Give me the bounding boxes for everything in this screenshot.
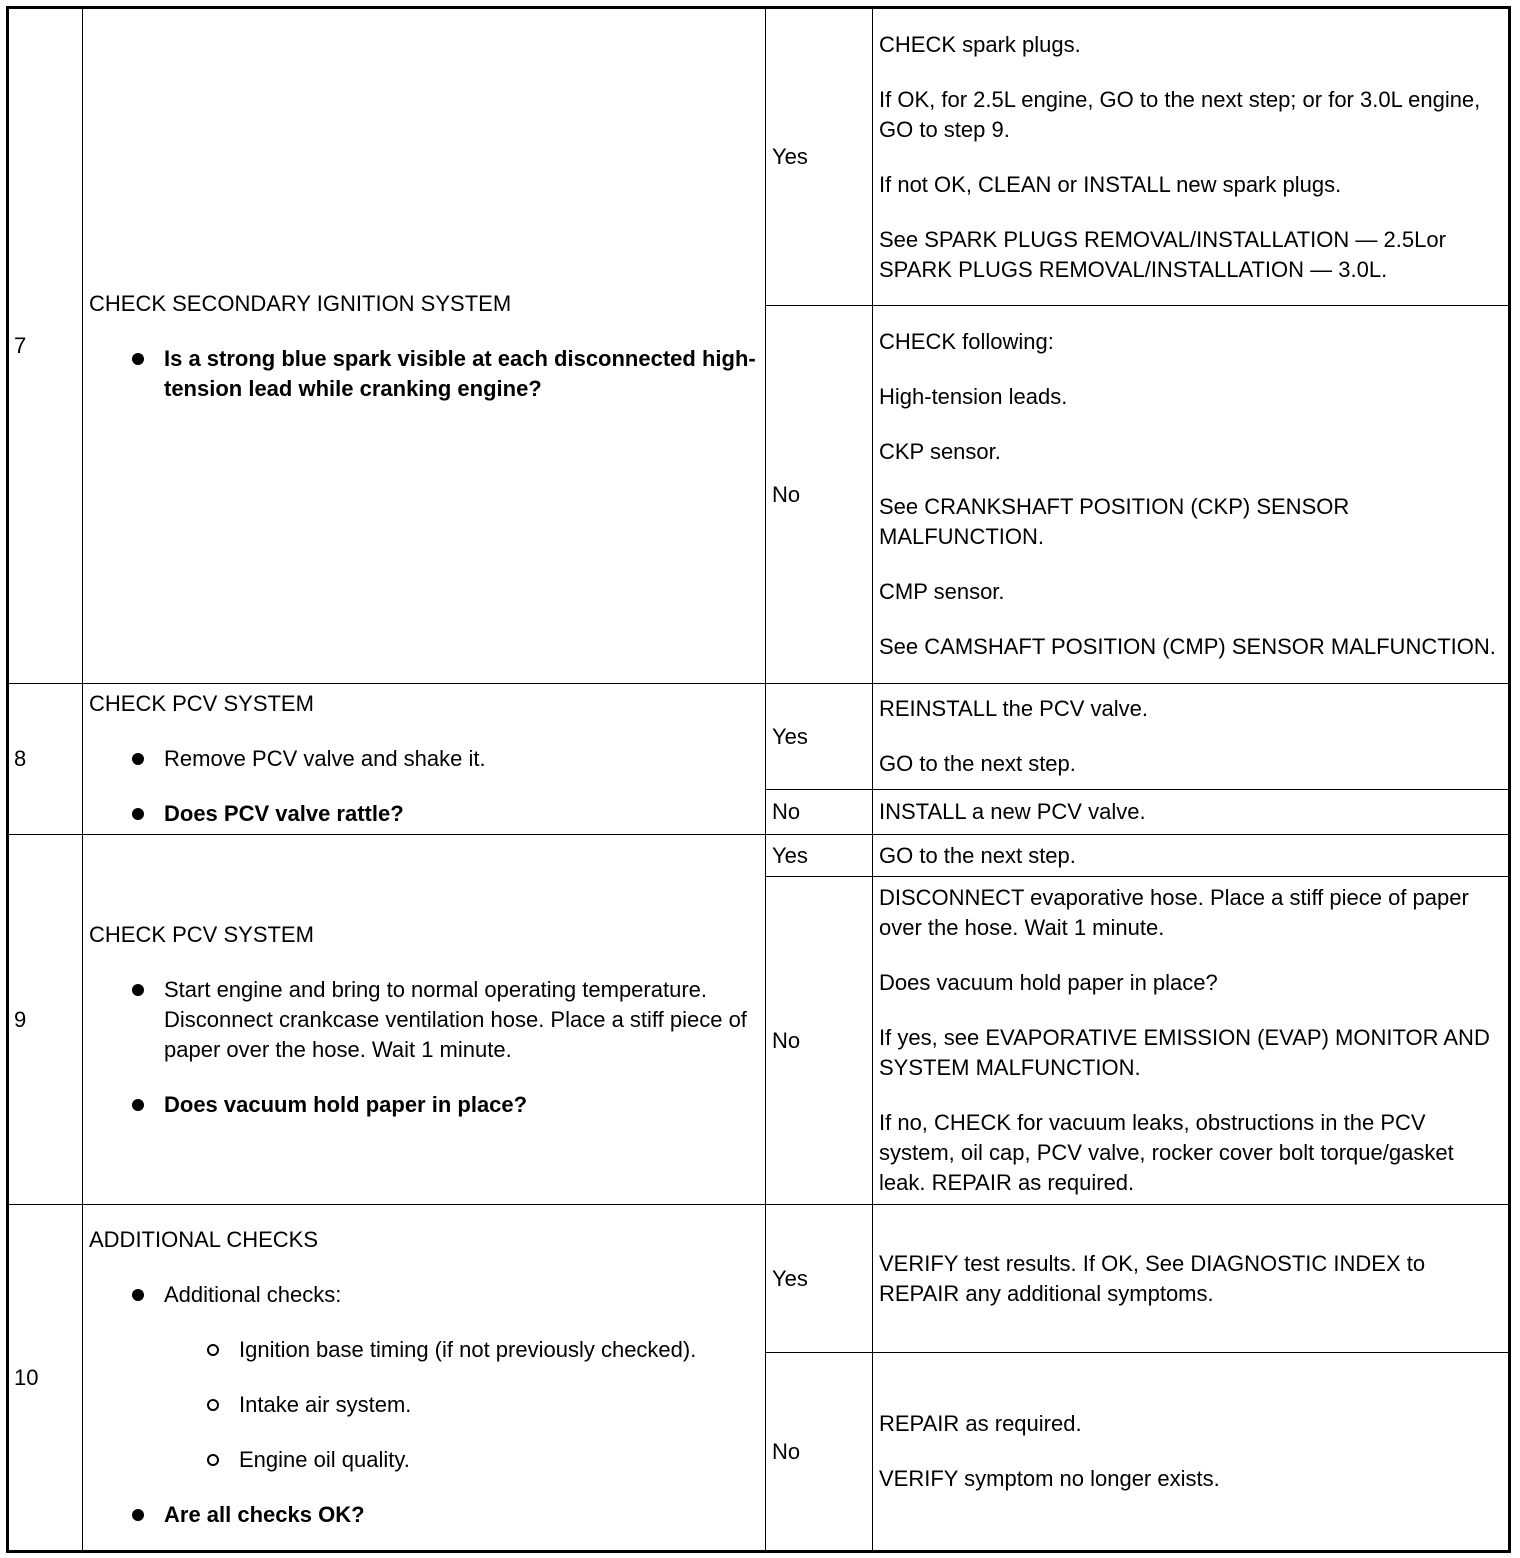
step-number: 9 xyxy=(8,835,83,1205)
no-result: DISCONNECT evaporative hose. Place a stiff piece of paper over the hose. Wait 1 minute. Does vacuum hold paper in place? If yes, see EVAPORATIVE EMISSION (EVAP) MONITOR AND SYSTEM MALFUNCTION. If no, CHECK for vacuum leaks, obstructions in the PCV system, oil cap, PCV valve, rocker cover bolt torque/gasket leak. REPAIR as required. xyxy=(873,877,1510,1205)
step-number: 7 xyxy=(8,8,83,684)
step-action xyxy=(83,8,766,684)
bullet-item: Additional checks: xyxy=(89,1280,759,1310)
table-row xyxy=(8,8,1510,306)
no-label: No xyxy=(766,877,873,1205)
yes-label: Yes xyxy=(766,1205,873,1353)
bullet-item: Remove PCV valve and shake it. xyxy=(89,744,759,774)
no-label: No xyxy=(766,790,873,835)
sub-item: Intake air system. xyxy=(89,1390,759,1420)
no-result: INSTALL a new PCV valve. xyxy=(873,790,1510,835)
table-row xyxy=(8,1205,1510,1353)
yes-result: REINSTALL the PCV valve. GO to the next step. xyxy=(873,684,1510,790)
sub-item: Engine oil quality. xyxy=(89,1445,759,1475)
step-number: 10 xyxy=(8,1205,83,1552)
step-title: CHECK PCV SYSTEM xyxy=(89,921,314,947)
no-label: No xyxy=(766,306,873,684)
step-action xyxy=(83,1205,766,1552)
yes-result: CHECK spark plugs. If OK, for 2.5L engine, GO to the next step; or for 3.0L engine, GO to step 9. If not OK, CLEAN or INSTALL new spark plugs. See SPARK PLUGS REMOVAL/INSTALLATION — 2.5Lor SPARK PLUGS REMOVAL/INSTALLATION — 3.0L. xyxy=(873,8,1510,306)
yes-result: VERIFY test results. If OK, See DIAGNOSTIC INDEX to REPAIR any additional symptoms. xyxy=(873,1205,1510,1353)
no-label: No xyxy=(766,1353,873,1552)
yes-label: Yes xyxy=(766,835,873,877)
step-action xyxy=(83,684,766,835)
yes-result: GO to the next step. xyxy=(873,835,1510,877)
yes-label: Yes xyxy=(766,8,873,306)
step-title: ADDITIONAL CHECKS xyxy=(89,1227,319,1252)
question: Is a strong blue spark visible at each disconnected high-tension lead while cranking engine? xyxy=(89,344,759,404)
step-action xyxy=(83,835,766,1205)
question: Does vacuum hold paper in place? xyxy=(89,1090,759,1120)
yes-label: Yes xyxy=(766,684,873,790)
step-title: CHECK PCV SYSTEM xyxy=(89,691,314,716)
no-result: CHECK following: High-tension leads. CKP sensor. See CRANKSHAFT POSITION (CKP) SENSOR MALFUNCTION. CMP sensor. See CAMSHAFT POSITION (CMP) SENSOR MALFUNCTION. xyxy=(873,306,1510,684)
bullet-item: Start engine and bring to normal operating temperature. Disconnect crankcase ventilation hose. Place a stiff piece of paper over the hose. Wait 1 minute. xyxy=(89,975,759,1065)
step-title: CHECK SECONDARY IGNITION SYSTEM xyxy=(89,290,512,316)
question: Does PCV valve rattle? xyxy=(89,799,759,829)
question: Are all checks OK? xyxy=(89,1500,759,1530)
step-number: 8 xyxy=(8,684,83,835)
sub-item: Ignition base timing (if not previously checked). xyxy=(89,1335,759,1365)
diagnostic-table xyxy=(6,6,1511,1553)
no-result: REPAIR as required. VERIFY symptom no longer exists. xyxy=(873,1353,1510,1552)
table-row xyxy=(8,684,1510,790)
table-row xyxy=(8,835,1510,877)
